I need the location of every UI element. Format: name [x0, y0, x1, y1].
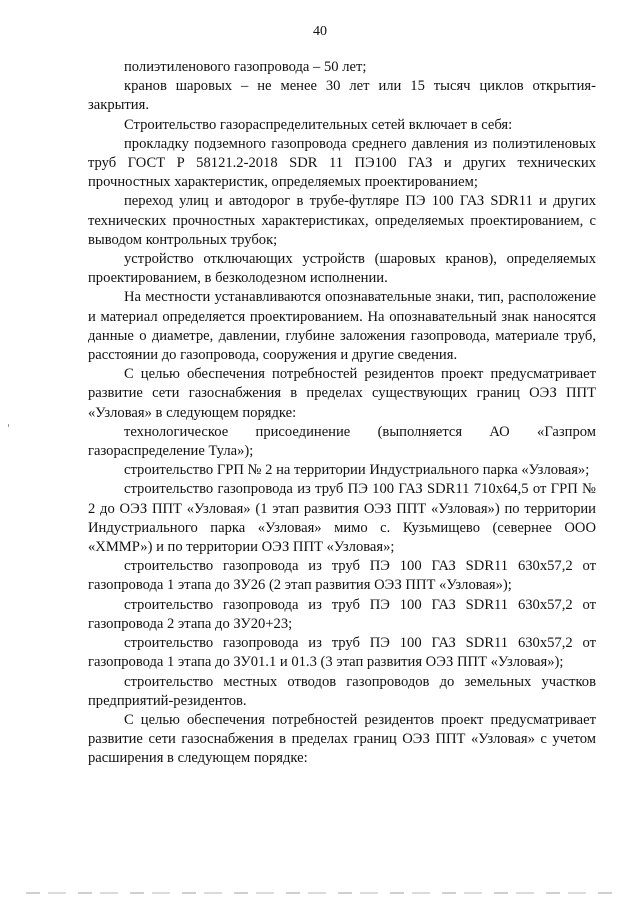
document-body: [88, 58, 596, 769]
paragraph-6: устройство отключающих устройств (шаровых кранов), определяемых проектированием, в безколодезном исполнении.: [88, 251, 596, 287]
paragraph-9: технологическое присоединение (выполняется АО «Газпром газораспределение Тула»);: [88, 423, 596, 460]
paragraph-15: строительство местных отводов газопроводов до земельных участков предприятий-резидентов.: [88, 673, 596, 709]
scan-footer-artifact: [26, 892, 616, 894]
paragraph-11: строительство газопровода из труб ПЭ 100 ГАЗ SDR11 710х64,5 от ГРП № 2 до ОЭЗ ППТ «Узловая» (1 этап развития ОЭЗ ППТ «Узловая») по территории Индустриального парка «Узловая» мимо с. Кузьмищево (севернее ООО «ХММР») и по территории ОЭЗ ППТ «Узловая»;: [88, 481, 596, 556]
paragraph-14: строительство газопровода из труб ПЭ 100 ГАЗ SDR11 630х57,2 от газопровода 1 этапа до ЗУ01.1 и 01.3 (3 этап развития ОЭЗ ППТ «Узловая»);: [88, 635, 596, 671]
paragraph-7: На местности устанавливаются опознавательные знаки, тип, расположение и материал определяется проектированием. На опознавательный знак наносятся данные о диаметре, давлении, глубине заложения газопровода, материале труб, расстоянии до газопровода, сооружения и другие сведения.: [88, 289, 596, 364]
paragraph-8: С целью обеспечения потребностей резидентов проект предусматривает развитие сети газоснабжения в пределах существующих границ ОЭЗ ППТ «Узловая» в следующем порядке:: [88, 366, 596, 421]
paragraph-1: полиэтиленового газопровода – 50 лет;: [124, 59, 367, 75]
scan-artifact: [8, 424, 9, 427]
paragraph-13: строительство газопровода из труб ПЭ 100 ГАЗ SDR11 630х57,2 от газопровода 2 этапа до ЗУ20+23;: [88, 596, 596, 632]
paragraph-3: Строительство газораспределительных сетей включает в себя:: [124, 116, 513, 133]
paragraph-10: строительство ГРП № 2 на территории Индустриального парка «Узловая»;: [124, 462, 590, 479]
page-number: 40: [313, 24, 327, 39]
paragraph-16: С целью обеспечения потребностей резидентов проект предусматривает развитие сети газоснабжения в пределах границ ОЭЗ ППТ «Узловая» с учетом расширения в следующем порядке:: [88, 711, 596, 767]
paragraph-2: кранов шаровых – не менее 30 лет или 15 тысяч циклов открытия-закрытия.: [88, 78, 596, 114]
paragraph-12: строительство газопровода из труб ПЭ 100 ГАЗ SDR11 630х57,2 от газопровода 1 этапа до ЗУ26 (2 этап развития ОЭЗ ППТ «Узловая»);: [88, 558, 596, 594]
paragraph-4: прокладку подземного газопровода среднего давления из полиэтиленовых труб ГОСТ Р 58121.2-2018 SDR 11 ПЭ100 ГАЗ и других технических прочностных характеристик, определяемых проектированием;: [88, 135, 596, 191]
paragraph-5: переход улиц и автодорог в трубе-футляре ПЭ 100 ГАЗ SDR11 и других технических прочностных характеристиках, определяемых проектированием, с выводом контрольных трубок;: [88, 193, 596, 248]
